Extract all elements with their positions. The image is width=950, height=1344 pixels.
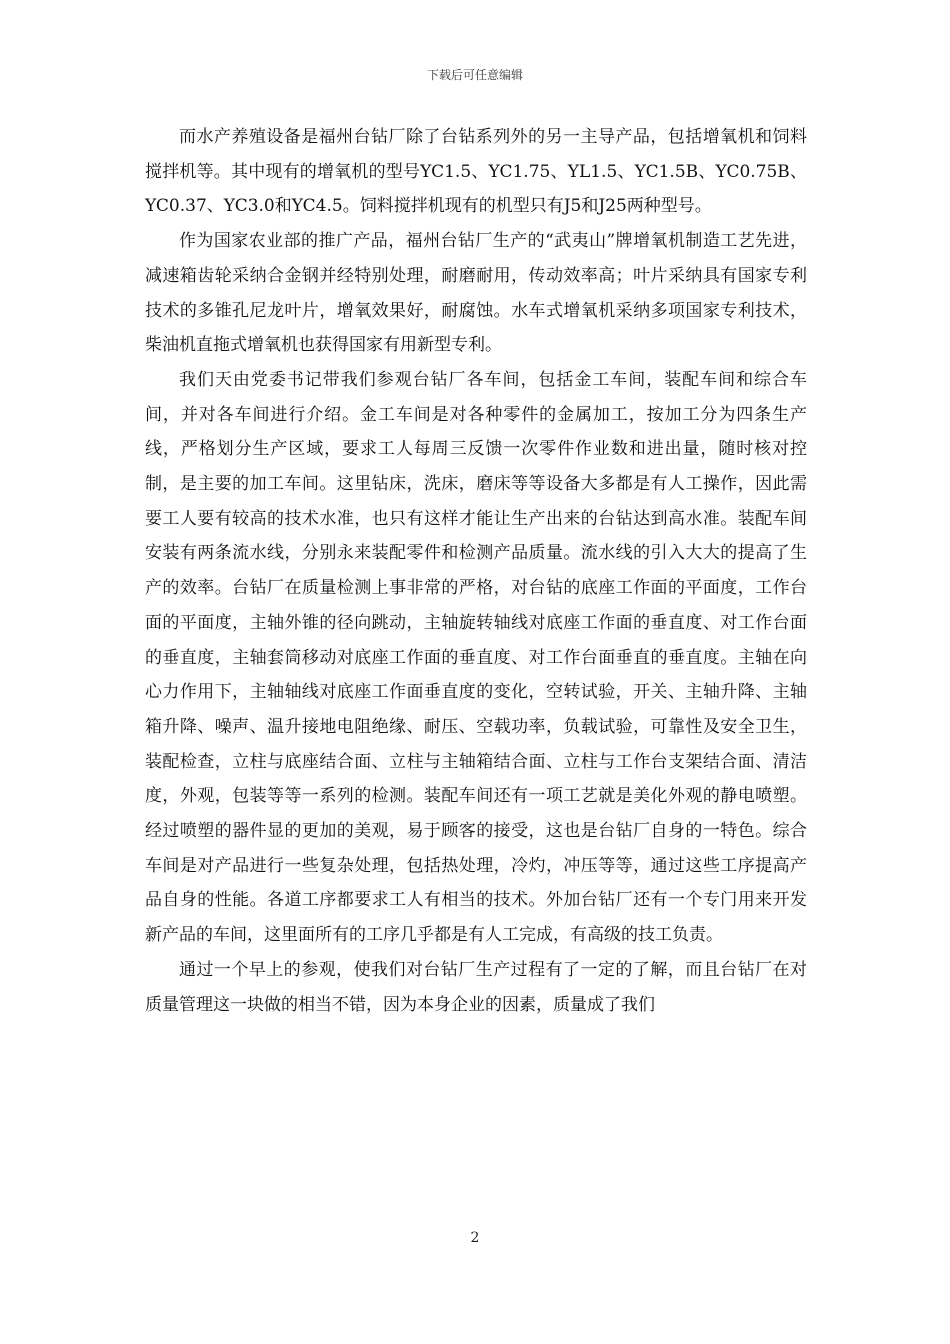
page-number: 2	[470, 1230, 480, 1246]
page-header: 下载后可任意编辑	[426, 68, 523, 82]
paragraph-visit-summary: 通过一个早上的参观，使我们对台钻厂生产过程有了一定的了解，而且台钻厂在对质量管理这一块做的相当不错，因为本身企业的因素，质量成了我们	[145, 959, 807, 1015]
paragraph-workshop-visit: 我们天由党委书记带我们参观台钻厂各车间，包括金工车间，装配车间和综合车间，并对各车间进行介绍。金工车间是对各种零件的金属加工，按加工分为四条生产线，严格划分生产区域，要求工人每周三反馈一次零件作业数和进出量，随时核对控制，是主要的加工车间。这里钻床，洗床，磨床等等设备大多都是有人工操作，因此需要工人要有较高的技术水准，也只有这样才能让生产出来的台钻达到高水准。装配车间安装有两条流水线，分别永来装配零件和检测产品质量。流水线的引入大大的提高了生产的效率。台钻厂在质量检测上事非常的严格，对台钻的底座工作面的平面度，工作台面的平面度，主轴外锥的径向跳动，主轴旋转轴线对底座工作面的垂直度、对工作台面的垂直度，主轴套筒移动对底座工作面的垂直度、对工作台面垂直的垂直度。主轴在向心力作用下，主轴轴线对底座工作面垂直度的变化，空转试验，开关、主轴升降、主轴箱升降、噪声、温升接地电阻绝缘、耐压、空载功率，负载试验，可靠性及安全卫生，装配检查，立柱与底座结合面、立柱与主轴箱结合面、立柱与工作台支架结合面、清洁度，外观，包装等等一系列的检测。装配车间还有一项工艺就是美化外观的静电喷塑。经过喷塑的器件显的更加的美观，易于顾客的接受，这也是台钻厂自身的一特色。综合车间是对产品进行一些复杂处理，包括热处理，冷灼，冲压等等，通过这些工序提高产品自身的性能。各道工序都要求工人有相当的技术。外加台钻厂还有一个专门用来开发新产品的车间，这里面所有的工序几乎都是有人工完成，有高级的技工负责。	[145, 369, 807, 946]
paragraph-aquaculture-equipment: 而水产养殖设备是福州台钻厂除了台钻系列外的另一主导产品，包括增氧机和饲料搅拌机等。其中现有的增氧机的型号YC1.5、YC1.75、YL1.5、YC1.5B、YC0.75B、YC0.37、YC3.0和YC4.5。饲料搅拌机现有的机型只有J5和J25两种型号。	[145, 127, 807, 217]
document-body	[145, 120, 807, 1022]
paragraph-aerator-features: 作为国家农业部的推广产品，福州台钻厂生产的“武夷山”牌增氧机制造工艺先进，减速箱齿轮采纳合金钢并经特别处理，耐磨耐用，传动效率高；叶片采纳具有国家专利技术的多锥孔尼龙叶片，增氧效果好，耐腐蚀。水车式增氧机采纳多项国家专利技术，柴油机直拖式增氧机也获得国家有用新型专利。	[145, 231, 807, 356]
